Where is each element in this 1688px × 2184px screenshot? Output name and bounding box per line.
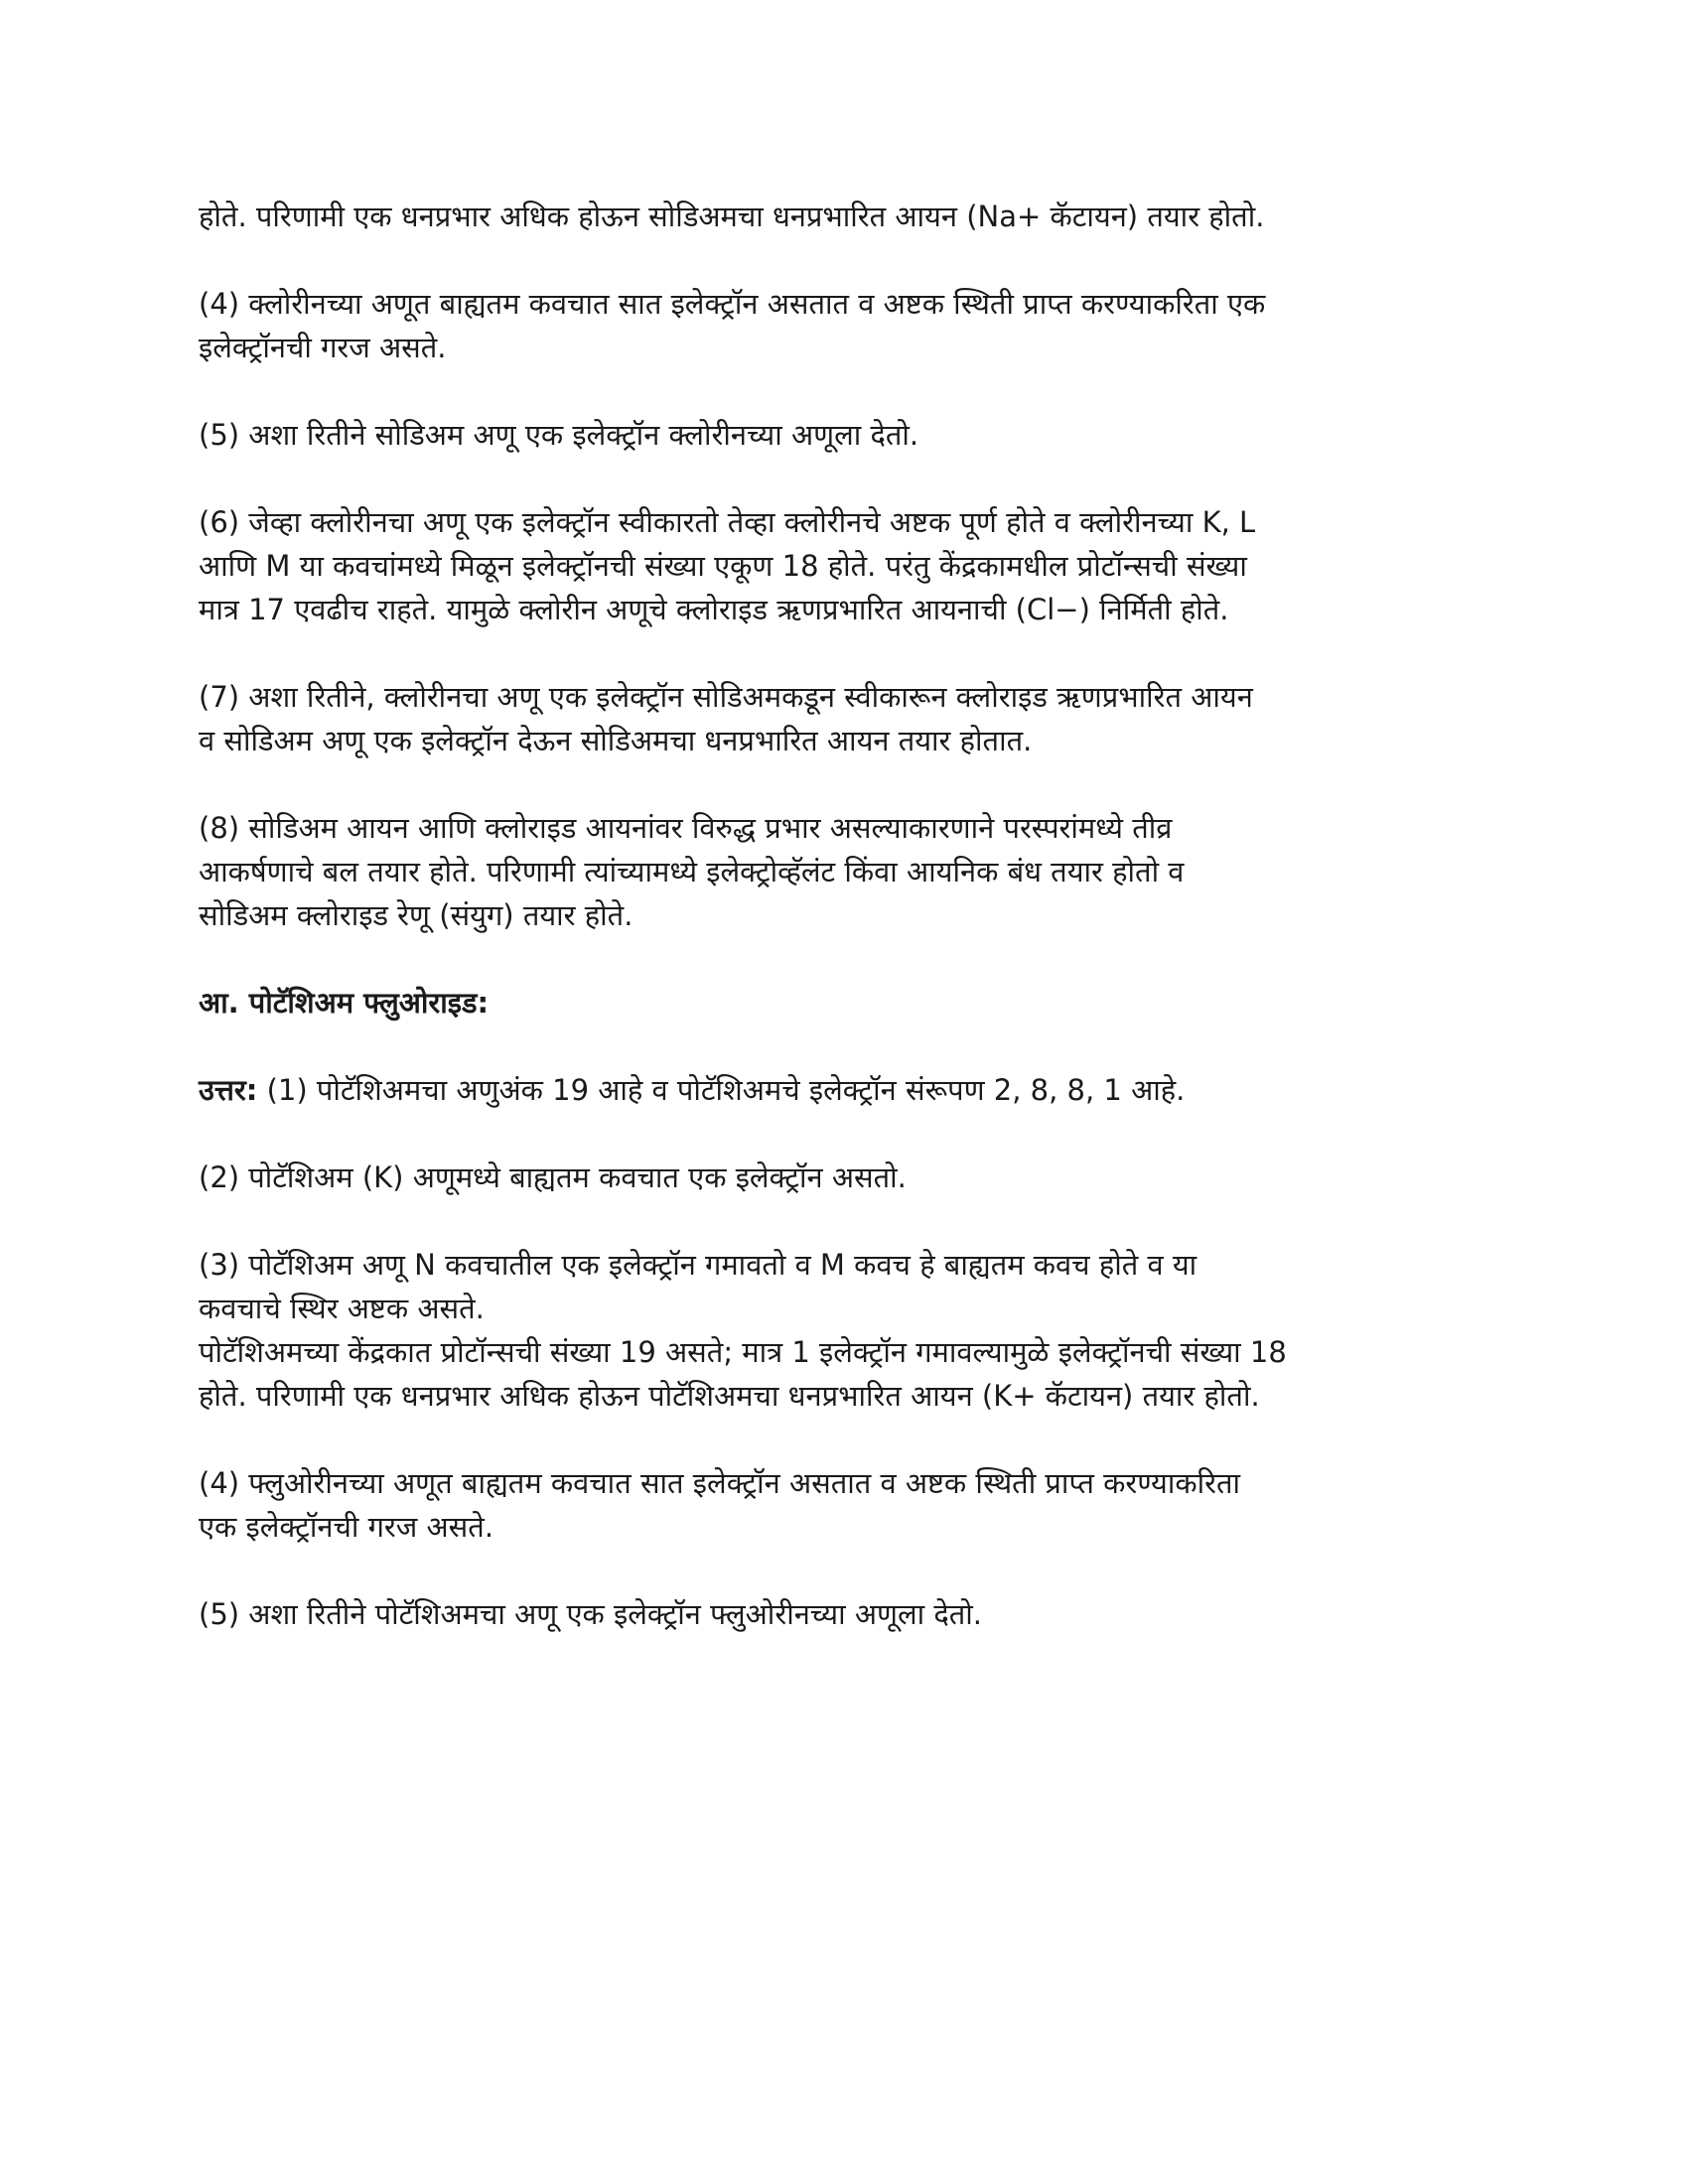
answer-text: (1) पोटॅशिअमचा अणुअंक 19 आहे व पोटॅशिअमचे इलेक्ट्रॉन संरूपण 2, 8, 8, 1 आहे. <box>257 1073 1186 1107</box>
text-line: (7) अशा रितीने, क्लोरीनचा अणू एक इलेक्ट्रॉन सोडिअमकडून स्वीकारून क्लोराइड ऋणप्रभारित आयन <box>199 680 1253 714</box>
text-line: (4) फ्लुओरीनच्या अणूत बाह्यतम कवचात सात इलेक्ट्रॉन असतात व अष्टक स्थिती प्राप्त करण्याकरिता <box>199 1466 1241 1500</box>
text-line: कवचाचे स्थिर अष्टक असते. <box>199 1292 485 1325</box>
text-line: आकर्षणाचे बल तयार होते. परिणामी त्यांच्यामध्ये इलेक्ट्रोव्हॅलंट किंवा आयनिक बंध तयार होतो व <box>199 855 1185 888</box>
document-page <box>199 195 1499 1680</box>
paragraph <box>199 1592 1499 1636</box>
text-line: (3) पोटॅशिअम अणू N कवचातील एक इलेक्ट्रॉन गमावतो व M कवच हे बाह्यतम कवच होते व या <box>199 1248 1197 1282</box>
text-line: (5) अशा रितीने सोडिअम अणू एक इलेक्ट्रॉन क्लोरीनच्या अणूला देतो. <box>199 418 919 452</box>
paragraph <box>199 1243 1499 1418</box>
text-line: (8) सोडिअम आयन आणि क्लोराइड आयनांवर विरुद्ध प्रभार असल्याकारणाने परस्परांमध्ये तीव्र <box>199 811 1173 845</box>
paragraph-group-sodium-chloride <box>199 195 1499 937</box>
text-line: (2) पोटॅशिअम (K) अणूमध्ये बाह्यतम कवचात एक इलेक्ट्रॉन असतो. <box>199 1160 907 1194</box>
paragraph <box>199 413 1499 457</box>
text-line: (5) अशा रितीने पोटॅशिअमचा अणू एक इलेक्ट्रॉन फ्लुओरीनच्या अणूला देतो. <box>199 1597 983 1631</box>
text-line: एक इलेक्ट्रॉनची गरज असते. <box>199 1510 494 1544</box>
text-line: इलेक्ट्रॉनची गरज असते. <box>199 331 447 364</box>
text-line: होते. परिणामी एक धनप्रभार अधिक होऊन पोटॅशिअमचा धनप्रभारित आयन (K+ कॅटायन) तयार होतो. <box>199 1379 1260 1413</box>
section-heading: आ. पोटॅशिअम फ्लुओराइड: <box>199 986 490 1020</box>
answer-paragraph <box>199 1068 1499 1112</box>
answer-label: उत्तर: <box>199 1073 258 1107</box>
paragraph <box>199 195 1499 238</box>
paragraph <box>199 675 1499 762</box>
paragraph <box>199 1461 1499 1549</box>
text-line: आणि M या कवचांमध्ये मिळून इलेक्ट्रॉनची संख्या एकूण 18 होते. परंतु केंद्रकामधील प्रोटॉन्सची संख्या <box>199 549 1247 583</box>
paragraph <box>199 1156 1499 1199</box>
text-line: सोडिअम क्लोराइड रेणू (संयुग) तयार होते. <box>199 898 633 932</box>
paragraph <box>199 500 1499 631</box>
text-line: (4) क्लोरीनच्या अणूत बाह्यतम कवचात सात इलेक्ट्रॉन असतात व अष्टक स्थिती प्राप्त करण्याकरिता एक <box>199 287 1266 321</box>
paragraph <box>199 282 1499 369</box>
text-line: मात्र 17 एवढीच राहते. यामुळे क्लोरीन अणूचे क्लोराइड ऋणप्रभारित आयनाची (Cl−) निर्मिती होते. <box>199 593 1229 626</box>
text-line: पोटॅशिअमच्या केंद्रकात प्रोटॉन्सची संख्या 19 असते; मात्र 1 इलेक्ट्रॉन गमावल्यामुळे इलेक्ट्रॉनची संख्या 18 <box>199 1335 1287 1369</box>
paragraph <box>199 806 1499 937</box>
paragraph-group-potassium-fluoride <box>199 1156 1499 1636</box>
text-line: व सोडिअम अणू एक इलेक्ट्रॉन देऊन सोडिअमचा धनप्रभारित आयन तयार होतात. <box>199 724 1033 757</box>
text-line: (6) जेव्हा क्लोरीनचा अणू एक इलेक्ट्रॉन स्वीकारतो तेव्हा क्लोरीनचे अष्टक पूर्ण होते व क्लोरीनच्या K, L <box>199 505 1256 539</box>
text-line: होते. परिणामी एक धनप्रभार अधिक होऊन सोडिअमचा धनप्रभारित आयन (Na+ कॅटायन) तयार होतो. <box>199 200 1265 233</box>
